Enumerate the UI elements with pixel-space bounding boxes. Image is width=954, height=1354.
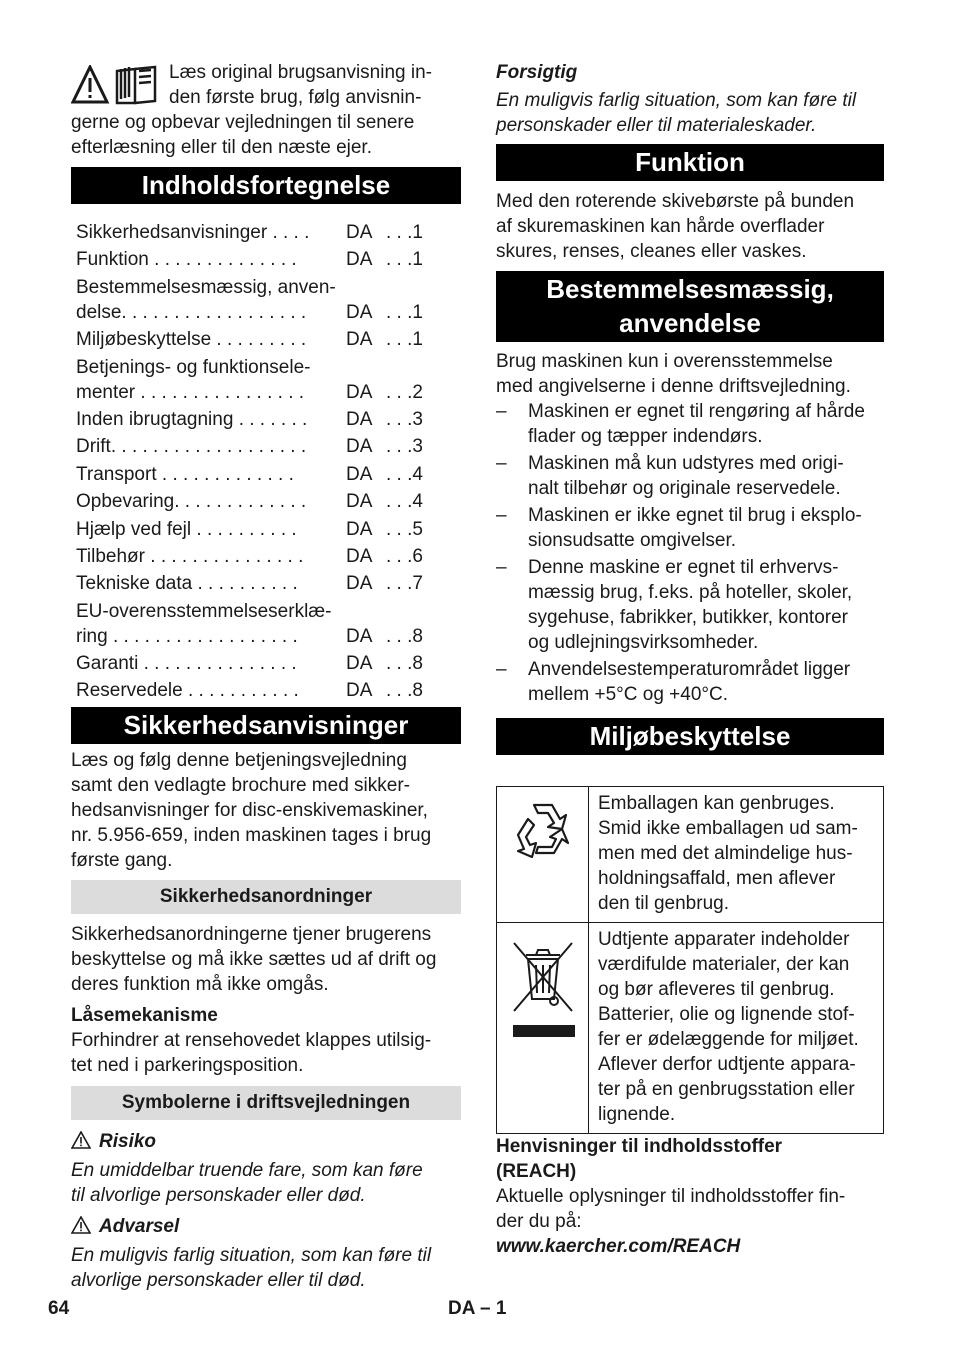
environment-line: Aflever derfor udtjente appara- [598, 1054, 856, 1075]
toc-item-page: . . .8 [386, 653, 423, 675]
toc-item-lang: DA [346, 301, 373, 323]
environment-icon-cell [497, 923, 589, 1134]
toc-item-lang: DA [346, 545, 373, 567]
toc-item-title-line: Garanti . . . . . . . . . . . . . . . [76, 653, 297, 675]
reach-text [496, 1184, 884, 1234]
toc-item-title [76, 407, 346, 432]
toc-item-lang: DA [346, 381, 373, 403]
list-item [496, 399, 884, 449]
toc-item-lang: DA [346, 680, 373, 702]
toc-item-title [76, 355, 346, 405]
toc-item-title [76, 327, 346, 352]
intro-notice [71, 60, 461, 160]
reach-link[interactable]: www.kaercher.com/REACH [496, 1236, 741, 1257]
toc-item-title-line: Betjenings- og funktionsele- [76, 356, 311, 378]
toc-item-title-line: delse. . . . . . . . . . . . . . . . . . [76, 301, 307, 323]
safety-line: hedsanvisninger for disc-enskivemaskiner, [71, 800, 428, 822]
toc-item-page: . . .3 [386, 436, 423, 458]
toc-item-page: . . .8 [386, 625, 423, 647]
reach-heading-line: Henvisninger til indholdsstoffer [496, 1136, 783, 1157]
risk-line: En umiddelbar truende fare, som kan føre [71, 1160, 423, 1182]
function-line: Med den roterende skivebørste på bunden [496, 191, 855, 212]
toc-item-lang: DA [346, 436, 373, 458]
toc-item[interactable] [71, 275, 461, 325]
toc-item-lang: DA [346, 463, 373, 485]
toc-item-page: . . .5 [386, 518, 423, 540]
toc-item-title [76, 489, 346, 514]
open-book-icon [117, 67, 155, 103]
toc-item-page: . . .7 [386, 573, 423, 595]
recycling-icon [506, 797, 580, 869]
toc-item-title-line: Opbevaring. . . . . . . . . . . . . [76, 491, 307, 513]
toc-item-title-line: Transport . . . . . . . . . . . . . [76, 463, 294, 485]
list-item-line: – Anvendelsestemperaturområdet ligger [528, 659, 851, 680]
toc-item-page: . . .4 [386, 491, 423, 513]
toc-item-lang: DA [346, 249, 373, 271]
warning-line: En muligvis farlig situation, som kan føre til [71, 1245, 432, 1267]
warning-triangle-icon [71, 1216, 91, 1234]
toc-item-page: . . .8 [386, 680, 423, 702]
reach-heading-line: (REACH) [496, 1161, 577, 1182]
toc-item[interactable] [71, 434, 461, 459]
toc-item-title-line: Sikkerhedsanvisninger . . . . [76, 222, 310, 243]
caution-label: Forsigtig [496, 62, 578, 83]
toc-item-title-line: Tilbehør . . . . . . . . . . . . . . . [76, 545, 304, 567]
toc-item[interactable] [71, 517, 461, 542]
toc-item-title [76, 275, 346, 325]
toc-item-page: . . .3 [386, 408, 423, 430]
lock-line: Forhindrer at rensehovedet klappes utilsig- [71, 1030, 432, 1052]
toc-item-lang: DA [346, 222, 373, 243]
toc-item-title [76, 517, 346, 542]
toc-item-title [76, 651, 346, 676]
safety-devices-text [71, 922, 461, 997]
toc-heading: Indholdsfortegnelse [71, 167, 461, 204]
list-item-line: – Maskinen må kun udstyres med origi- [528, 453, 844, 474]
lock-line: tet ned i parkeringsposition. [71, 1055, 304, 1077]
safety-intro [71, 748, 461, 873]
toc-item-lang: DA [346, 408, 373, 430]
toc-item[interactable] [71, 678, 461, 703]
safety-devices-heading: Sikkerhedsanordninger [71, 880, 461, 914]
environment-line: Emballagen kan genbruges. [598, 793, 835, 814]
environment-line: Udtjente apparater indeholder [598, 929, 850, 950]
reach-line: Aktuelle oplysninger til indholdsstoffer fin- [496, 1186, 846, 1207]
toc-item-title [76, 678, 346, 703]
risk-text [71, 1158, 461, 1208]
environment-table [496, 786, 884, 1134]
intended-use-line: Brug maskinen kun i overensstemmelse [496, 351, 833, 372]
list-item [496, 657, 884, 707]
environment-line: ter på en genbrugsstation eller [598, 1079, 855, 1100]
environment-line: værdifulde materialer, der kan [598, 954, 850, 975]
toc-item[interactable] [71, 407, 461, 432]
warning-triangle-icon [73, 67, 107, 102]
list-item-line: mæssig brug, f.eks. på hoteller, skoler, [528, 582, 853, 603]
intended-use-heading [496, 271, 884, 342]
reach-heading [496, 1134, 884, 1184]
toc-item-lang: DA [346, 518, 373, 540]
intended-use-intro [496, 349, 884, 399]
lock-heading: Låsemekanisme [71, 1005, 218, 1027]
toc-item-title [76, 247, 346, 272]
toc-item-title-line: Miljøbeskyttelse . . . . . . . . . [76, 329, 307, 351]
toc-item-title [76, 434, 346, 459]
devices-line: deres funktion må ikke omgås. [71, 974, 329, 996]
safety-line: Læs og følg denne betjeningsvejledning [71, 750, 407, 772]
right-column [496, 60, 884, 1259]
intro-line-1: Læs original brugsanvisning in- [169, 62, 432, 83]
safety-line: nr. 5.956-659, inden maskinen tages i brug [71, 825, 432, 847]
toc-item[interactable] [71, 571, 461, 596]
caution-text [496, 88, 884, 138]
environment-row [497, 787, 884, 923]
intro-line-2: den første brug, følg anvisnin- [169, 87, 422, 108]
toc-item-title [76, 571, 346, 596]
intro-icons [71, 65, 163, 105]
toc-item-title-line: Reservedele . . . . . . . . . . . [76, 680, 299, 702]
toc-item[interactable] [71, 355, 461, 405]
toc-item-lang: DA [346, 491, 373, 513]
environment-heading: Miljøbeskyttelse [496, 718, 884, 755]
environment-line: fer er ødelæggende for miljøet. [598, 1029, 859, 1050]
toc-item[interactable] [71, 247, 461, 272]
environment-icon-cell [497, 787, 589, 923]
toc-item[interactable] [71, 544, 461, 569]
toc-item-title-line: Funktion . . . . . . . . . . . . . . [76, 249, 297, 271]
reach-line: der du på: [496, 1211, 582, 1232]
toc-item-title [76, 462, 346, 487]
intended-use-heading-line: Bestemmelsesmæssig, [546, 274, 834, 304]
toc-item-lang: DA [346, 573, 373, 595]
crossed-out-bin-icon [506, 933, 580, 1043]
list-item-line: mellem +5°C og +40°C. [528, 684, 729, 705]
list-item-line: – Maskinen er egnet til rengøring af hårde [528, 401, 865, 422]
list-item-line: sionsudsatte omgivelser. [528, 530, 737, 551]
list-item-line: og udlejningsvirksomheder. [528, 632, 759, 653]
intro-line-3: gerne og opbevar vejledningen til senere [71, 112, 415, 133]
page-number: 64 [48, 1298, 70, 1319]
lock-text [71, 1028, 461, 1078]
list-item-line: sygehuse, fabrikker, butikker, kontorer [528, 607, 848, 628]
list-item [496, 503, 884, 553]
toc-item-title [76, 544, 346, 569]
toc-item-title-line: Tekniske data . . . . . . . . . . [76, 573, 298, 595]
toc-item-title [76, 220, 346, 245]
warning-line: alvorlige personskader eller til død. [71, 1270, 366, 1292]
list-item [496, 451, 884, 501]
toc-item[interactable] [71, 599, 461, 649]
toc-item-title-line: Hjælp ved fejl . . . . . . . . . . [76, 518, 297, 540]
function-heading: Funktion [496, 144, 884, 181]
toc-item[interactable] [71, 220, 461, 245]
toc-item[interactable] [71, 489, 461, 514]
environment-row [497, 923, 884, 1134]
toc-item-page: . . .1 [386, 329, 423, 351]
safety-line: samt den vedlagte brochure med sikker- [71, 775, 410, 797]
toc-item-title-line: menter . . . . . . . . . . . . . . . . [76, 381, 305, 403]
environment-line: Batterier, olie og lignende stof- [598, 1004, 855, 1025]
toc-item[interactable] [71, 462, 461, 487]
caution-line: personskader eller til materialeskader. [496, 115, 817, 136]
toc-item-title [76, 599, 346, 649]
toc-item-page: . . .6 [386, 545, 423, 567]
intro-line-4: efterlæsning eller til den næste ejer. [71, 137, 372, 158]
environment-line: Smid ikke emballagen ud sam- [598, 818, 858, 839]
list-item-line: nalt tilbehør og originale reservedele. [528, 478, 841, 499]
warning-text [71, 1243, 461, 1293]
environment-line: holdningsaffald, men aflever [598, 868, 836, 889]
risk-label-row [71, 1129, 461, 1154]
caution-line: En muligvis farlig situation, som kan føre til [496, 90, 857, 111]
safety-heading: Sikkerhedsanvisninger [71, 707, 461, 744]
list-item-line: flader og tæpper indendørs. [528, 426, 763, 447]
toc-item-lang: DA [346, 625, 373, 647]
warning-label: Advarsel [99, 1216, 180, 1238]
environment-text-cell [589, 923, 884, 1134]
toc-item-lang: DA [346, 653, 373, 675]
toc-item[interactable] [71, 651, 461, 676]
section-label: DA – 1 [448, 1298, 507, 1319]
toc-item-page: . . .1 [386, 301, 423, 323]
toc-item-page: . . .2 [386, 381, 423, 403]
risk-line: til alvorlige personskader eller død. [71, 1185, 366, 1207]
environment-line: lignende. [598, 1104, 676, 1125]
function-line: af skuremaskinen kan hårde overflader [496, 216, 825, 237]
environment-line: den til genbrug. [598, 893, 729, 914]
toc-item-title-line: Bestemmelsesmæssig, anven- [76, 276, 336, 298]
list-item-line: – Denne maskine er egnet til erhvervs- [528, 557, 839, 578]
function-line: skures, renses, cleanes eller vaskes. [496, 241, 807, 262]
toc-item-page: . . .1 [386, 222, 423, 243]
toc-item-title-line: ring . . . . . . . . . . . . . . . . . . [76, 625, 298, 647]
table-of-contents [71, 220, 461, 703]
intended-use-line: med angivelserne i denne driftsvejledning. [496, 376, 851, 397]
warning-triangle-icon [71, 1131, 91, 1149]
toc-item-page: . . .1 [386, 249, 423, 271]
toc-item-title-line: Inden ibrugtagning . . . . . . . [76, 408, 308, 430]
intended-use-heading-line: anvendelse [619, 308, 761, 338]
toc-item-title-line: EU-overensstemmelseserklæ- [76, 600, 332, 622]
devices-line: Sikkerhedsanordningerne tjener brugerens [71, 924, 432, 946]
devices-line: beskyttelse og må ikke sættes ud af drift og [71, 949, 437, 971]
warning-label-row [71, 1214, 461, 1239]
left-column [71, 60, 461, 1293]
intended-use-list [496, 399, 884, 707]
toc-item-title-line: Drift. . . . . . . . . . . . . . . . . . . [76, 436, 307, 458]
safety-line: første gang. [71, 850, 173, 872]
symbols-heading: Symbolerne i driftsvejledningen [71, 1086, 461, 1120]
environment-text-cell [589, 787, 884, 923]
list-item-line: – Maskinen er ikke egnet til brug i eksplo- [528, 505, 862, 526]
environment-line: men med det almindelige hus- [598, 843, 853, 864]
environment-line: og bør afleveres til genbrug. [598, 979, 835, 1000]
risk-label: Risiko [99, 1131, 157, 1153]
toc-item-lang: DA [346, 329, 373, 351]
toc-item[interactable] [71, 327, 461, 352]
list-item [496, 555, 884, 655]
toc-item-page: . . .4 [386, 463, 423, 485]
function-text [496, 189, 884, 264]
